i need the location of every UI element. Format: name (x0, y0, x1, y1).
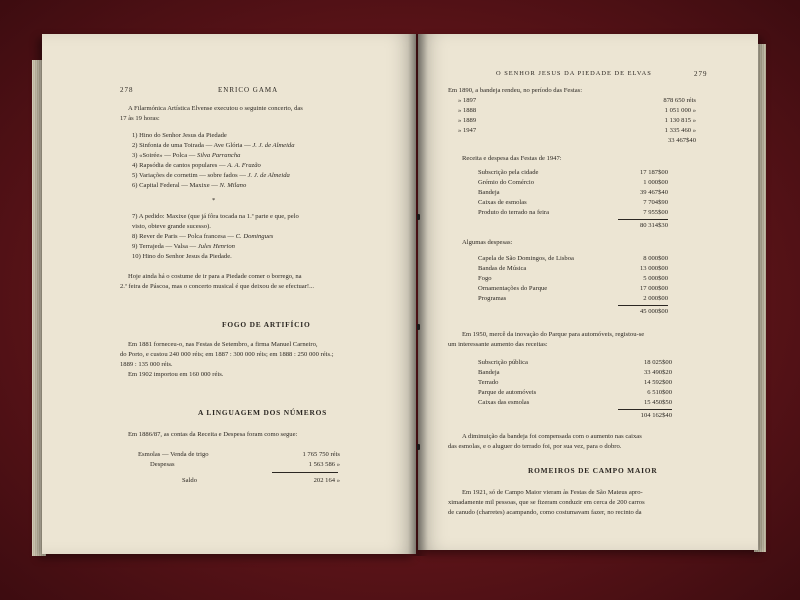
receita-value: 1 000$00 (643, 179, 668, 186)
section-heading: ROMEIROS DE CAMPO MAIOR (528, 466, 658, 475)
despesa-label: Ornamentações do Parque (478, 285, 548, 292)
receita1950-value: 18 025$00 (643, 359, 672, 366)
sum-rule (618, 409, 672, 410)
section-heading: A LINGUAGEM DOS NÚMEROS (198, 408, 328, 417)
program-item: 9) Terrajeda — Valsa — Jules Henrion (132, 243, 235, 250)
receita1950-label: Caixas das esmolas (478, 399, 530, 406)
bandeja-value: 1 051 000 » (664, 107, 696, 114)
bandeja-intro: Em 1890, a bandeja rendeu, no período das Festas: (448, 87, 583, 94)
despesa-value: 2 000$00 (643, 295, 668, 302)
receita1950-value: 33 490$20 (643, 369, 672, 376)
account-label: Saldo (182, 477, 198, 484)
despesa-total: 45 000$00 (639, 308, 668, 315)
account-value: 1 765 750 réis (302, 451, 340, 458)
despesa-label: Fogo (478, 275, 492, 282)
sum-rule (618, 219, 668, 220)
receita1950-value: 14 592$00 (643, 379, 672, 386)
despesa-value: 17 000$00 (639, 285, 668, 292)
romeiros-line: ximadamente mil pessoas, que se fizeram conduzir em cerca de 200 carros (448, 499, 645, 506)
program-item: 2) Sinfonia de uma Toirada — Ave Glória — J. J. de Almeida (132, 142, 295, 149)
receita-title: Receita e despesa das Festas de 1947: (462, 155, 562, 162)
receita-value: 7 704$90 (643, 199, 668, 206)
receita1950-label: Terrado (478, 379, 499, 386)
despesa-label: Programas (478, 295, 507, 302)
romeiros-line: Em 1921, só de Campo Maior vieram às Festas de São Mateus apro- (462, 489, 643, 496)
bandeja-value: 878 650 réis (663, 97, 696, 104)
romeiros-line: de canudo (charretes) acampando, como costumavam fazer, no recinto da (448, 509, 642, 516)
binding-stitch (417, 444, 420, 450)
receita1950-label: Subscrição pública (478, 359, 528, 366)
parque-line: Em 1950, mercê da inovação do Parque para automóveis, registou-se (462, 331, 645, 338)
outro-line: Hoje ainda há o costume de ir para a Piedade comer o borrego, na (128, 273, 302, 280)
receita-label: Produto do terrado na feira (478, 209, 550, 216)
despesa-value: 8 000$00 (643, 255, 668, 262)
bandeja-label: » 1889 (458, 117, 477, 124)
receita-value: 17 187$00 (639, 169, 668, 176)
account-label: Despesas (150, 461, 175, 468)
receita1950-label: Parque de automóveis (478, 389, 537, 396)
page-number: 278 (120, 86, 134, 94)
running-head: O SENHOR JESUS DA PIEDADE DE ELVAS (496, 70, 652, 77)
binding-stitch (417, 324, 420, 330)
bandeja-value: 1 335 460 » (664, 127, 696, 134)
program-item: 7) A pedido: Maxixe (que já fôra tocada na 1.ª parte e que, pelo (132, 213, 299, 220)
bandeja-total: 33 467$40 (667, 137, 696, 144)
page-number: 279 (694, 70, 708, 78)
bandeja-label: » 1888 (458, 107, 477, 114)
bandeja-label: » 1897 (458, 97, 477, 104)
receita1950-value: 6 510$00 (647, 389, 672, 396)
right-page (418, 34, 758, 550)
program-item: 5) Variações de cornetim — sobre fados — J. J. de Almeida (132, 172, 290, 179)
intro-line: 17 às 19 horas: (120, 115, 160, 122)
bandeja-value: 1 130 815 » (664, 117, 696, 124)
binding-stitch (417, 214, 420, 220)
fogo-line: Em 1902 importou em 160 000 réis. (128, 371, 224, 378)
program-item: 4) Rapsódia de cantos populares — A. A. Frazão (132, 162, 261, 169)
diminuicao-line: das esmolas, e o aluguer do terrado foi, por sua vez, para o dobro. (448, 443, 622, 450)
program-item: 8) Rever de Paris — Polca francesa — C. Domingues (132, 233, 274, 240)
despesa-label: Bandas de Música (478, 265, 527, 272)
receita-total: 80 314$30 (639, 222, 668, 229)
account-value: 202 164 » (313, 477, 340, 484)
receita-label: Bandeja (478, 189, 500, 196)
sum-rule (618, 305, 668, 306)
program-item: visto, obteve grande sucesso). (132, 223, 211, 230)
account-value: 1 563 586 » (308, 461, 340, 468)
receita1950-total: 104 162$40 (640, 412, 672, 419)
numeros-intro: Em 1886/87, as contas da Receita e Despesa foram como segue: (128, 431, 298, 438)
receita-label: Grémio do Comércio (478, 179, 535, 186)
fogo-line: 1889 : 135 000 réis. (120, 361, 173, 368)
fogo-line: Em 1881 forneceu-o, nas Festas de Setembro, a firma Manuel Carneiro, (128, 341, 318, 348)
despesa-label: Capela de São Domingos, de Lisboa (478, 255, 574, 262)
parque-line: um interessante aumento das receitas: (448, 341, 548, 348)
despesas-title: Algumas despesas: (462, 239, 513, 246)
section-asterisk: * (212, 197, 216, 204)
outro-line: 2.ª feira de Páscoa, mas o concerto musical é que deixou de se efectuar!... (120, 283, 315, 290)
program-item: 10) Hino do Senhor Jesus da Piedade. (132, 253, 232, 260)
left-page (42, 34, 416, 554)
fogo-line: do Porto, e custou 240 000 réis; em 1887 : 300 000 réis; em 1888 : 250 000 réis.; (120, 351, 334, 358)
receita1950-value: 15 450$50 (643, 399, 672, 406)
open-book (28, 24, 772, 572)
program-item: 1) Hino do Senhor Jesus da Piedade (132, 132, 227, 139)
receita-label: Caixas de esmolas (478, 199, 527, 206)
program-item: 6) Capital Federal — Maxixe — N. Milano (132, 182, 247, 189)
bandeja-label: » 1947 (458, 127, 477, 134)
account-label: Esmolas — Venda de trigo (138, 451, 209, 458)
receita-label: Subscrição pela cidade (478, 169, 539, 176)
program-item: 3) «Soirée» — Polca — Silva Parrancha (132, 152, 241, 159)
diminuicao-line: A diminuição da bandeja foi compensada com o aumento nas caixas (462, 433, 642, 440)
despesa-value: 13 000$00 (639, 265, 668, 272)
section-heading: FOGO DE ARTIFÍCIO (222, 320, 311, 329)
intro-line: A Filarmónica Artística Elvense executou o seguinte concerto, das (128, 105, 303, 112)
receita-value: 39 467$40 (639, 189, 668, 196)
book-gutter (408, 34, 428, 556)
despesa-value: 5 000$00 (643, 275, 668, 282)
sum-rule (272, 472, 338, 473)
receita1950-label: Bandeja (478, 369, 500, 376)
running-head: ENRICO GAMA (218, 86, 279, 94)
receita-value: 7 955$00 (643, 209, 668, 216)
